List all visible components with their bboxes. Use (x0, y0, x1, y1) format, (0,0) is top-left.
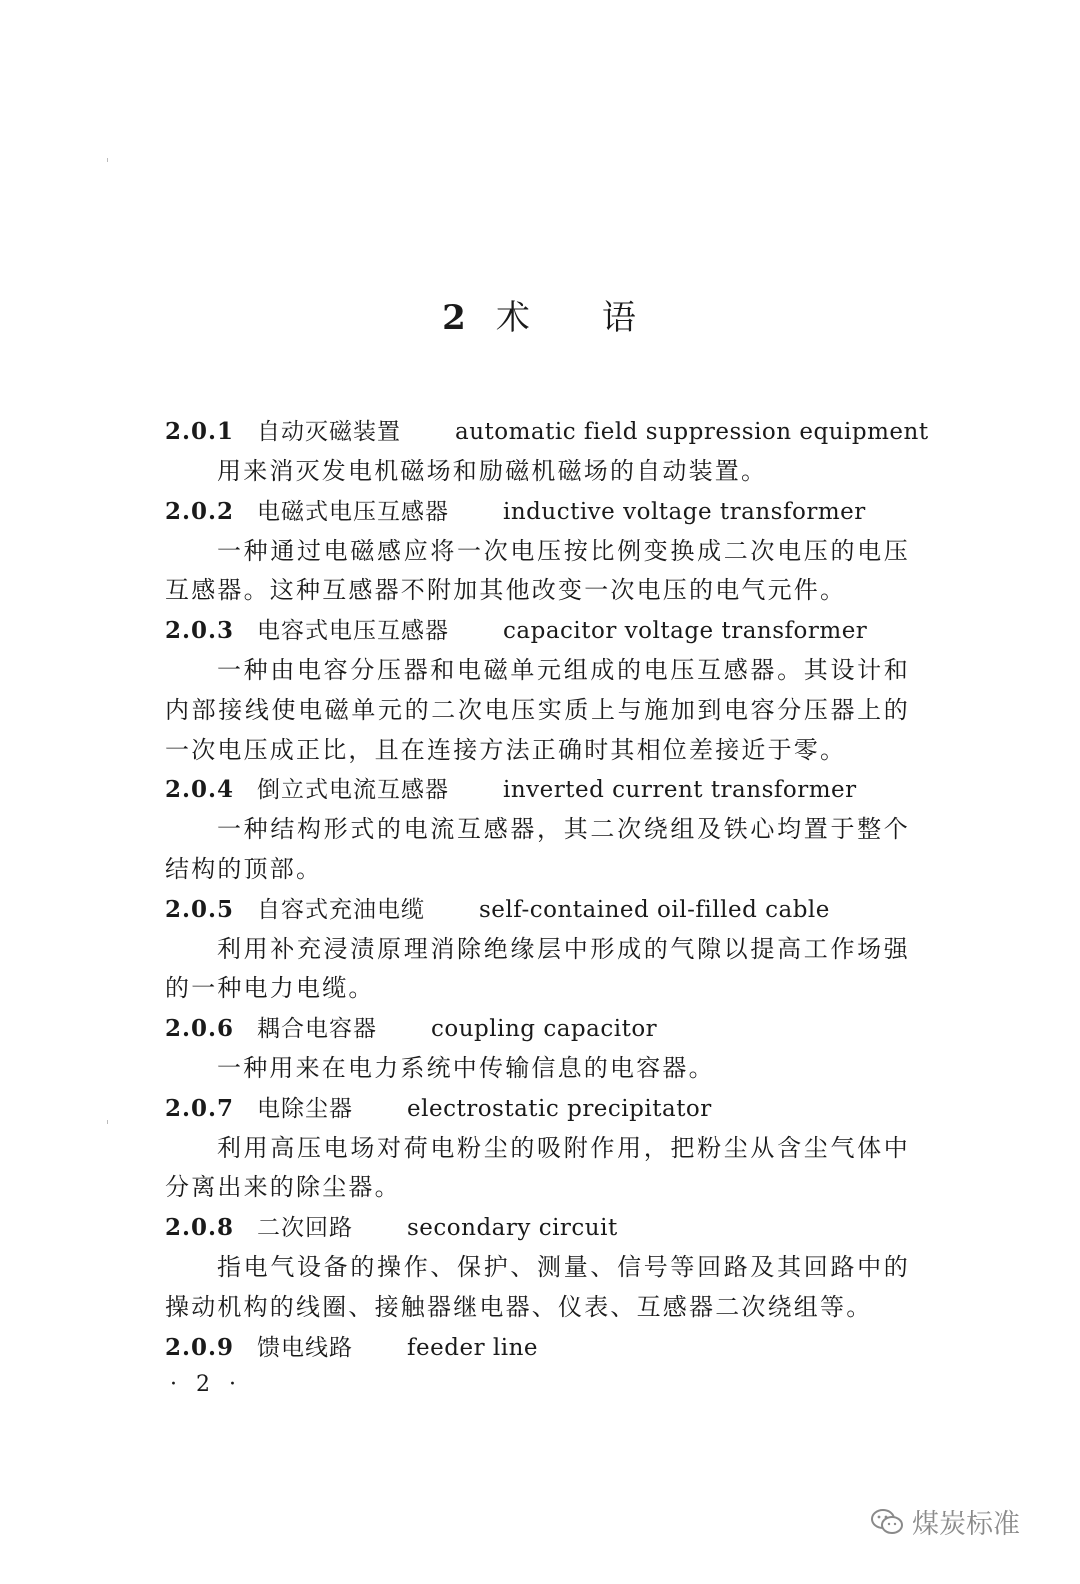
term-definition: 利用补充浸渍原理消除绝缘层中形成的气隙以提高工作场强的一种电力电缆。 (165, 934, 910, 1003)
term-english: inductive voltage transformer (503, 498, 866, 525)
term-english: self-contained oil-filled cable (479, 896, 830, 923)
term-number: 2.0.9 (165, 1333, 235, 1361)
term-definition: 指电气设备的操作、保护、测量、信号等回路及其回路中的操动机构的线圈、接触器继电器、仪表、互感器二次绕组等。 (165, 1253, 910, 1321)
term-definition: 一种通过电磁感应将一次电压按比例变换成二次电压的电压互感器。这种互感器不附加其他改变一次电压的电气元件。 (165, 536, 910, 605)
term-heading (165, 1089, 910, 1129)
scan-mark (107, 1120, 108, 1124)
term-chinese: 自容式充油电缆 (257, 896, 425, 923)
term-chinese: 电除尘器 (257, 1095, 353, 1122)
term-number: 2.0.5 (165, 895, 235, 923)
term-english: inverted current transformer (503, 777, 857, 804)
term-number: 2.0.7 (165, 1094, 235, 1122)
term-chinese: 馈电线路 (257, 1334, 353, 1361)
term-number: 2.0.6 (165, 1015, 235, 1043)
term-definition: 一种结构形式的电流互感器，其二次绕组及铁心均置于整个结构的顶部。 (165, 815, 910, 883)
term-number: 2.0.8 (165, 1214, 235, 1242)
term-chinese: 电磁式电压互感器 (257, 498, 449, 525)
chapter-number: 2 (442, 298, 468, 338)
term-heading (165, 611, 910, 651)
term-heading (165, 492, 910, 532)
term-chinese: 耦合电容器 (257, 1016, 377, 1043)
term-definition: 一种用来在电力系统中传输信息的电容器。 (217, 1054, 715, 1083)
wechat-icon (870, 1508, 904, 1536)
term-chinese: 自动灭磁装置 (257, 419, 401, 445)
term-english: feeder line (407, 1334, 539, 1361)
term-definition: 一种由电容分压器和电磁单元组成的电压互感器。其设计和内部接线使电磁单元的二次电压实质上与施加到电容分压器上的一次电压成正比，且在连接方法正确时其相位差接近于零。 (165, 656, 910, 764)
term-chinese: 二次回路 (257, 1215, 353, 1242)
term-heading (165, 1208, 910, 1248)
terms-section (165, 412, 929, 1368)
term-chinese: 电容式电压互感器 (257, 618, 449, 645)
term-definition: 用来消灭发电机磁场和励磁机磁场的自动装置。 (217, 457, 768, 485)
scan-mark (107, 158, 108, 162)
term-english: secondary circuit (407, 1215, 618, 1242)
page-number: · 2 · (170, 1372, 242, 1397)
term-english: coupling capacitor (431, 1016, 658, 1043)
chapter-title-part1: 术 (495, 298, 532, 338)
chapter-title (0, 290, 1080, 339)
term-number: 2.0.1 (165, 418, 235, 445)
term-english: automatic field suppression equipment (455, 419, 929, 445)
watermark (870, 1502, 1020, 1541)
watermark-text: 煤炭标准 (912, 1509, 1020, 1540)
term-english: capacitor voltage transformer (503, 618, 868, 645)
term-heading (165, 890, 910, 930)
term-definition: 利用高压电场对荷电粉尘的吸附作用，把粉尘从含尘气体中分离出来的除尘器。 (165, 1133, 910, 1202)
term-chinese: 倒立式电流互感器 (257, 777, 449, 804)
term-number: 2.0.4 (165, 776, 235, 804)
chapter-title-part2: 语 (601, 298, 638, 338)
term-english: electrostatic precipitator (407, 1095, 712, 1122)
term-heading (165, 412, 929, 452)
term-number: 2.0.2 (165, 497, 235, 525)
term-heading (165, 770, 910, 810)
term-heading (165, 1328, 910, 1368)
term-number: 2.0.3 (165, 617, 235, 645)
term-heading (165, 1009, 910, 1049)
